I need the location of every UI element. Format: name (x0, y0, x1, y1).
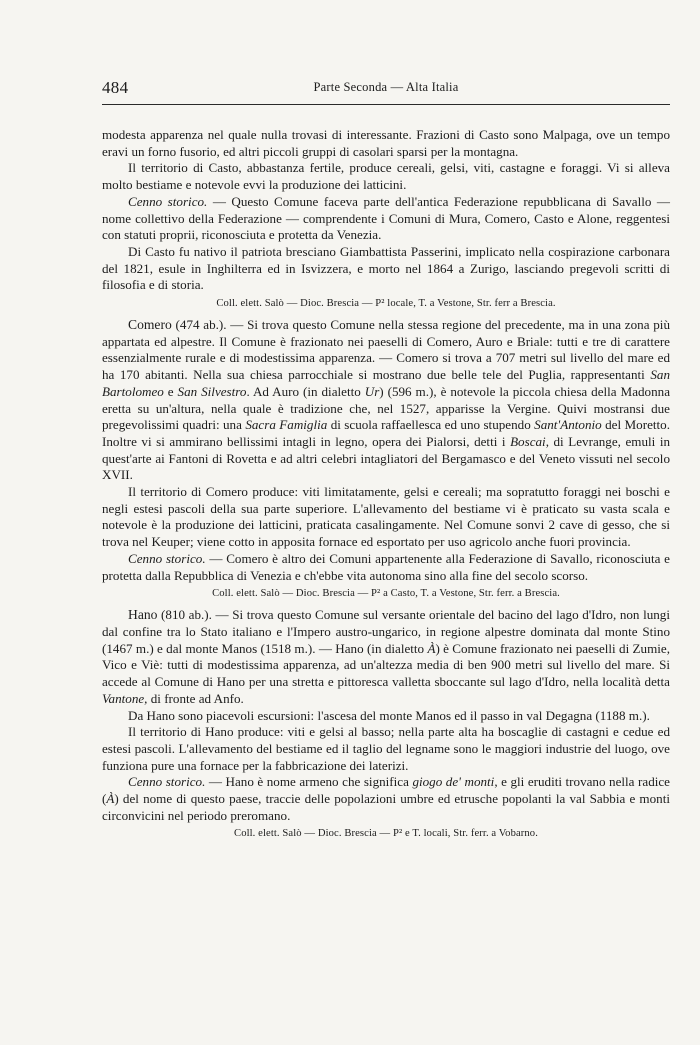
comero-text-f: del Moretto. Inoltre vi si ammirano bellissimi intagli in legno, opera dei Pialorsi, detti i (102, 417, 670, 449)
comero-text-a: (474 ab.). — Si trova questo Comune nella stessa regione del precedente, ma in una zona più appartata ed alpestre. Il Comune è frazionato nei paeselli di Comero, Auro e Briale: tutti e tre di carattere essenzialmente rurale e di modestissima apparenza. — Comero si trova a 707 metri sul livello del mare ed ha 170 abitanti. Nella sua chiesa parrocchiale si mostrano due belle tele del Puglia, rappresentanti (102, 317, 670, 383)
comero-cenno-text: — Comero è altro dei Comuni appartenente alla Federazione di Savallo, riconosciuta e protetta dalla Repubblica di Venezia e ch'ebbe vita autonoma sino alla fine del secolo scorso. (102, 550, 670, 583)
comero-cenno-label: Cenno storico. (128, 550, 206, 566)
hano-text-4b: , e gli eruditi trovano nella radice ( (102, 774, 670, 807)
hano-italic-1: À (427, 640, 436, 656)
hano-paragraph-1 (102, 607, 670, 707)
hano-paragraph-3: Il territorio di Hano produce: viti e gelsi al basso; nella parte alta ha boscaglie di castagni e cedue ed estesi pascoli. L'allevamento del bestiame ed il taglio del legname sono le maggiori industrie del luogo, ove funziona pure una fornace per la fabbricazione dei laterizi. (102, 724, 670, 773)
hano-meta-line: Coll. elett. Salò — Dioc. Brescia — P² e T. locali, Str. ferr. a Vobarno. (234, 828, 538, 840)
comero-text-b: e (163, 383, 178, 399)
comero-italic-1: San Bartolomeo (102, 367, 670, 399)
comero-paragraph-1 (102, 317, 670, 484)
hano-italic-3: giogo de' monti (412, 774, 495, 790)
hano-text-4c: ) del nome di questo paese, traccie delle popolazioni umbre ed etrusche popolanti la val Sabbia e monti circonvicini nel periodo preromano. (102, 791, 670, 823)
comero-text-c: . Ad Auro (in dialetto (246, 383, 365, 399)
comero-italic-5: Sant'Antonio (534, 417, 602, 433)
comero-entry-name: Comero (128, 317, 172, 333)
casto-paragraph-4: Di Casto fu nativo il patriota bresciano Giambattista Passerini, implicato nella cospirazione carbonara del 1821, esule in Inghilterra ed in Isvizzera, e morto nel 1864 a Zurigo, lasciando pregevoli scritti di filosofia e di storia. (102, 243, 670, 293)
comero-paragraph-2: Il territorio di Comero produce: viti limitatamente, gelsi e cereali; ma sopratutto foraggi nei boschi e negli estesi pascoli della sua parte superiore. L'allevamento del bestiame vi è praticato su vasta scala e notevole è la produzione dei latticini, praticata casalingamente. Nel Comune sonvi 2 cave di gesso, che si trova nel Keuper; viene cotto in apposita fornace ed esportato per uso agricolo anche fuori provincia. (102, 484, 670, 550)
casto-cenno-label: Cenno storico. (128, 193, 208, 209)
comero-paragraph-3 (102, 551, 670, 584)
hano-paragraph-2: Da Hano sono piacevoli escursioni: l'ascesa del monte Manos ed il passo in val Degagna (1188 m.). (128, 707, 650, 723)
hano-text-a: (810 ab.). — Si trova questo Comune sul versante orientale del bacino del lago d'Idro, non lungi dal confine tra lo Stato italiano e l'Impero austro-ungarico, in regione alpestre dominata dal monte Stino (1467 m.) e dal monte Manos (1518 m.). — Hano (in dialetto (102, 607, 670, 656)
hano-italic-2: Vantone, (102, 690, 148, 706)
hano-paragraph-4 (102, 774, 670, 824)
page-header (102, 78, 670, 102)
hano-entry-name: Hano (128, 607, 158, 623)
header-rule (102, 104, 670, 105)
page-number: 484 (102, 78, 129, 97)
hano-italic-4: À (106, 791, 115, 807)
comero-italic-4: Sacra Famiglia (245, 417, 328, 433)
casto-paragraph-2: Il territorio di Casto, abbastanza fertile, produce cereali, gelsi, viti, castagne e foraggi. Vi si alleva molto bestiame e notevole evvi la produzione dei latticini. (102, 160, 670, 193)
comero-text-e: di scuola raffaellesca ed uno stupendo (327, 417, 535, 433)
hano-text-b: ) è Comune frazionato nei paeselli di Zumie, Vico e Viè: tutti di modestissima apparenza, ad un'altezza media di ben 900 metri sul livello del mare. Si accede al Comune di Hano per una stretta e pittoresca valletta sboccante sul lago d'Idro, nella località detta (102, 640, 670, 690)
comero-text-d: ) (596 m.), è notevole la piccola chiesa della Madonna eretta su un'altura, nella quale è tradizione che, nel 1527, apparisse la Vergine. Quivi mostransi due pregevolissimi quadri: una (102, 383, 671, 433)
hano-text-4a: — Hano è nome armeno che significa (205, 774, 413, 790)
comero-text-g: , di Levrange, emuli in quest'arte ai Fantoni di Rovetta e ad altri celebri intagliatori del Bergamasco e del Veneto vissuti nel secolo XVII. (102, 433, 671, 483)
comero-meta-line: Coll. elett. Salò — Dioc. Brescia — P² a Casto, T. a Vestone, Str. ferr. a Brescia. (212, 588, 560, 600)
casto-paragraph-3 (102, 194, 670, 244)
casto-meta-line: Coll. elett. Salò — Dioc. Brescia — P² locale, T. a Vestone, Str. ferr a Brescia. (216, 298, 556, 310)
hano-text-c: di fronte ad Anfo. (147, 690, 244, 706)
casto-paragraph-1: modesta apparenza nel quale nulla trovasi di interessante. Frazioni di Casto sono Malpaga, ove un tempo eravi un forno fusorio, ed altri piccoli gruppi di casolari sparsi per la montagna. (102, 127, 670, 159)
comero-italic-3: Ur (364, 383, 380, 399)
hano-cenno-label: Cenno storico. (128, 774, 206, 790)
page-body (102, 127, 670, 847)
casto-cenno-text: — Questo Comune faceva parte dell'antica Federazione repubblicana di Savallo — nome collettivo della Federazione — comprendente i Comuni di Mura, Comero, Casto e Alone, reggentesi con statuti proprii, riconosciuta e protetta da Venezia. (102, 193, 670, 243)
comero-italic-6: Boscai (510, 433, 546, 449)
comero-italic-2: San Silvestro (177, 383, 247, 399)
running-title: Parte Seconda — Alta Italia (313, 80, 459, 94)
